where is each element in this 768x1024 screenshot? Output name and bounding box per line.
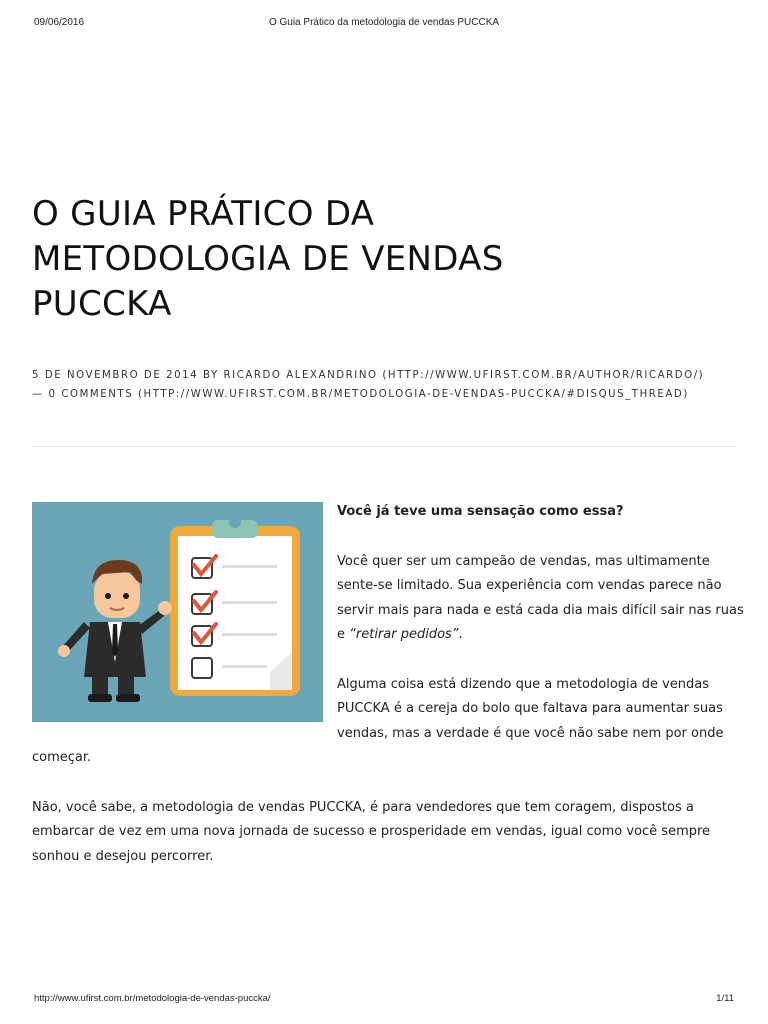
paragraph-1-text: Você quer ser um campeão de vendas, mas ultimamente sente-se limitado. Sua experiência com vendas parece não servir mais para nada e está cada dia mais difícil sair nas ruas e (337, 553, 744, 642)
page-number: 1/11 (716, 993, 734, 1004)
paragraph-2: Alguma coisa está dizendo que a metodologia de vendas PUCCKA é a cereja do bolo que faltava para aumentar suas vendas, mas a verdade é que você não sabe nem por onde começar. (32, 676, 724, 765)
print-footer (34, 993, 734, 1007)
print-document-title: O Guia Prático da metodologia de vendas PUCCKA (268, 17, 500, 28)
article-meta (32, 366, 732, 404)
paragraph-1-emphasis: “retirar pedidos” (349, 627, 459, 642)
article-title: O GUIA PRÁTICO DA METODOLOGIA DE VENDAS PUCCKA (32, 194, 504, 324)
paragraph-3: Não, você sabe, a metodologia de vendas PUCCKA, é para vendedores que tem coragem, dispostos a embarcar de vez em uma nova jornada de sucesso e prosperidade em vendas, igual como você sempre sonhou e desejou percorrer. (32, 799, 711, 864)
print-url: http://www.ufirst.com.br/metodologia-de-vendas-puccka/ (34, 993, 271, 1004)
print-date: 09/06/2016 (34, 17, 85, 28)
divider (32, 446, 736, 447)
lead-question: Você já teve uma sensação como essa? (337, 504, 624, 519)
paragraph-1-end: . (458, 627, 463, 642)
article-body (32, 500, 744, 869)
article-meta-byline: 5 DE NOVEMBRO DE 2014 BY RICARDO ALEXANDRINO (HTTP://WWW.UFIRST.COM.BR/AUTHOR/RICARDO/) (32, 370, 705, 381)
article-meta-comments: — 0 COMMENTS (HTTP://WWW.UFIRST.COM.BR/METODOLOGIA-DE-VENDAS-PUCCKA/#DISQUS_THREAD) (32, 389, 689, 400)
salesman-checklist-illustration (32, 502, 323, 722)
print-header (34, 17, 734, 31)
hero-illustration (32, 502, 323, 722)
